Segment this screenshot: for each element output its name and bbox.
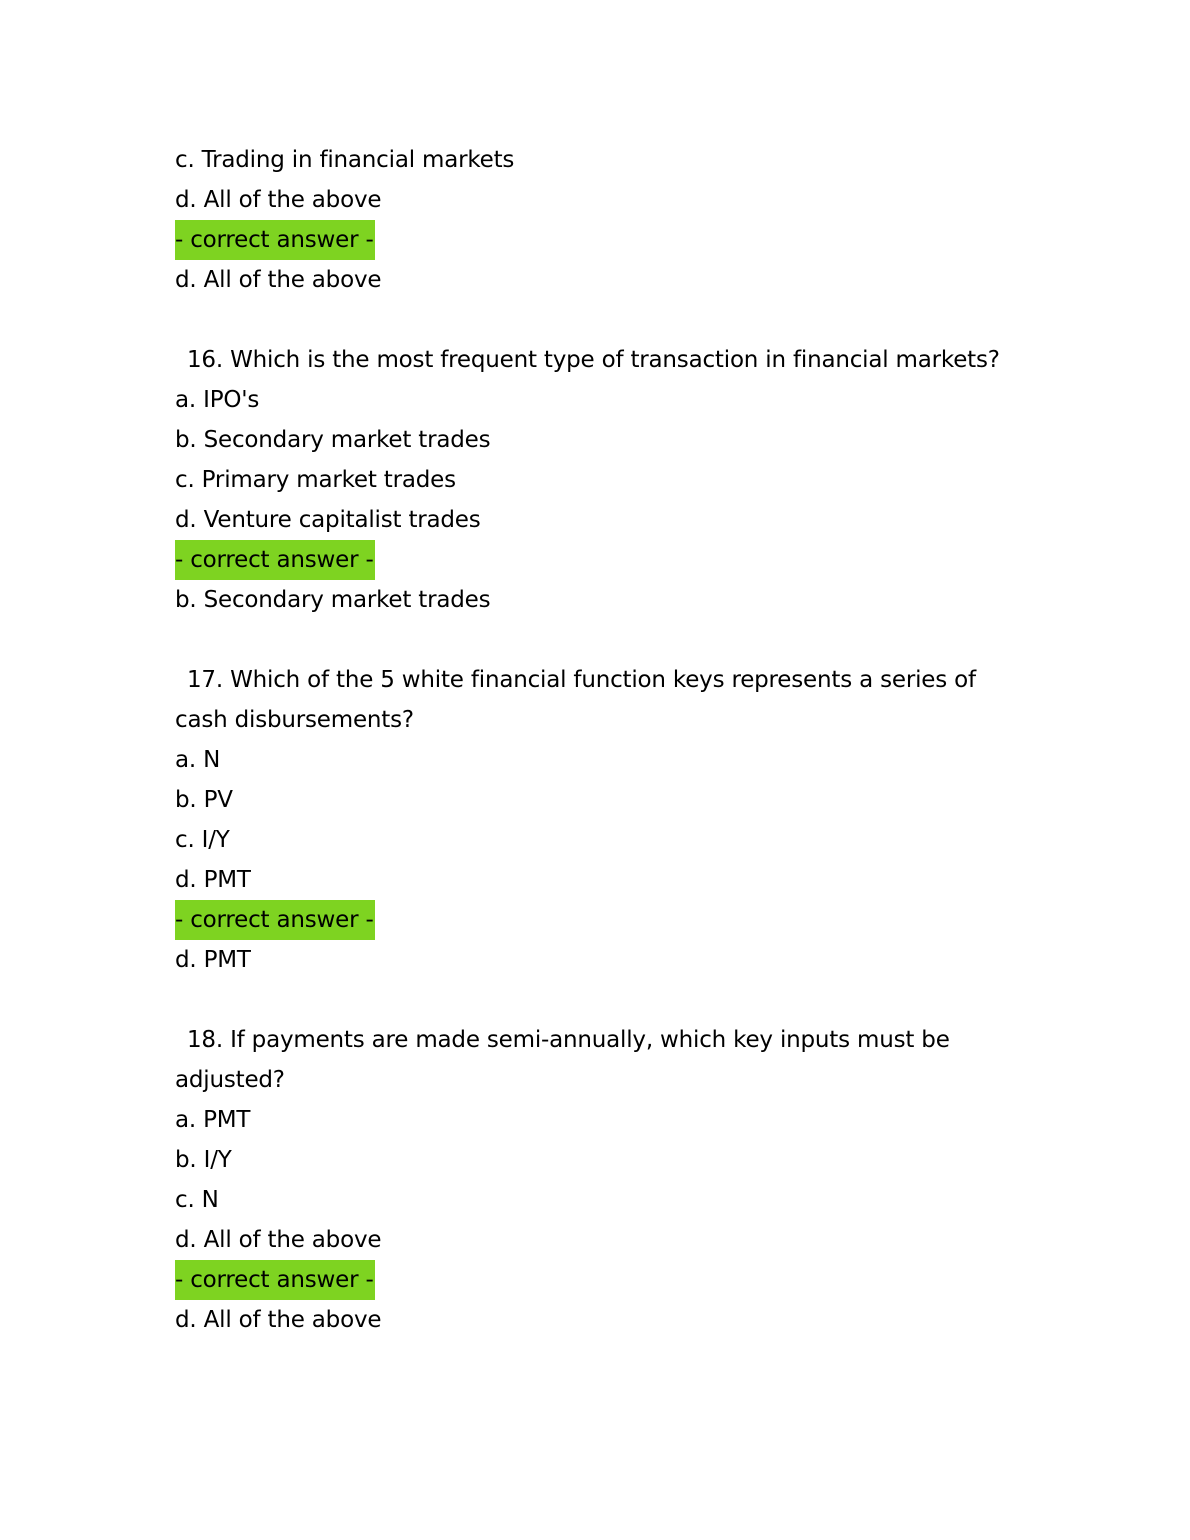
correct-answer-row <box>175 1260 1035 1300</box>
question-text <box>175 1020 1025 1100</box>
correct-answer-badge: - correct answer - <box>175 220 375 260</box>
question-block-18 <box>175 1020 1035 1340</box>
question-text <box>175 340 1025 380</box>
option-d: d. All of the above <box>175 1227 382 1253</box>
question-block-15 <box>175 140 1035 300</box>
document-page <box>175 140 1035 1340</box>
correct-answer-row <box>175 220 1035 260</box>
correct-answer-text: d. All of the above <box>175 1307 382 1333</box>
question-block-17 <box>175 660 1035 980</box>
question-18-text: 18. If payments are made semi-annually, which key inputs must be adjusted? <box>175 1027 950 1093</box>
option-c: c. I/Y <box>175 827 230 853</box>
option-d: d. All of the above <box>175 187 382 213</box>
correct-answer-badge: - correct answer - <box>175 540 375 580</box>
option-b: b. Secondary market trades <box>175 427 491 453</box>
spacer <box>175 300 1035 340</box>
correct-answer-badge: - correct answer - <box>175 900 375 940</box>
option-a: a. IPO's <box>175 387 260 413</box>
question-text <box>175 660 1025 740</box>
correct-answer-text: b. Secondary market trades <box>175 587 491 613</box>
option-c: c. Trading in financial markets <box>175 147 515 173</box>
option-d: d. Venture capitalist trades <box>175 507 481 533</box>
correct-answer-row <box>175 540 1035 580</box>
option-a: a. N <box>175 747 221 773</box>
option-b: b. PV <box>175 787 233 813</box>
option-a: a. PMT <box>175 1107 251 1133</box>
correct-answer-text: d. PMT <box>175 947 251 973</box>
question-16-text: 16. Which is the most frequent type of transaction in financial markets? <box>187 347 1000 373</box>
question-17-text: 17. Which of the 5 white financial function keys represents a series of cash disbursements? <box>175 667 976 733</box>
correct-answer-badge: - correct answer - <box>175 1260 375 1300</box>
spacer <box>175 980 1035 1020</box>
option-c: c. Primary market trades <box>175 467 456 493</box>
correct-answer-row <box>175 900 1035 940</box>
option-b: b. I/Y <box>175 1147 232 1173</box>
question-block-16 <box>175 340 1035 620</box>
option-c: c. N <box>175 1187 219 1213</box>
correct-answer-text: d. All of the above <box>175 267 382 293</box>
option-d: d. PMT <box>175 867 251 893</box>
spacer <box>175 620 1035 660</box>
